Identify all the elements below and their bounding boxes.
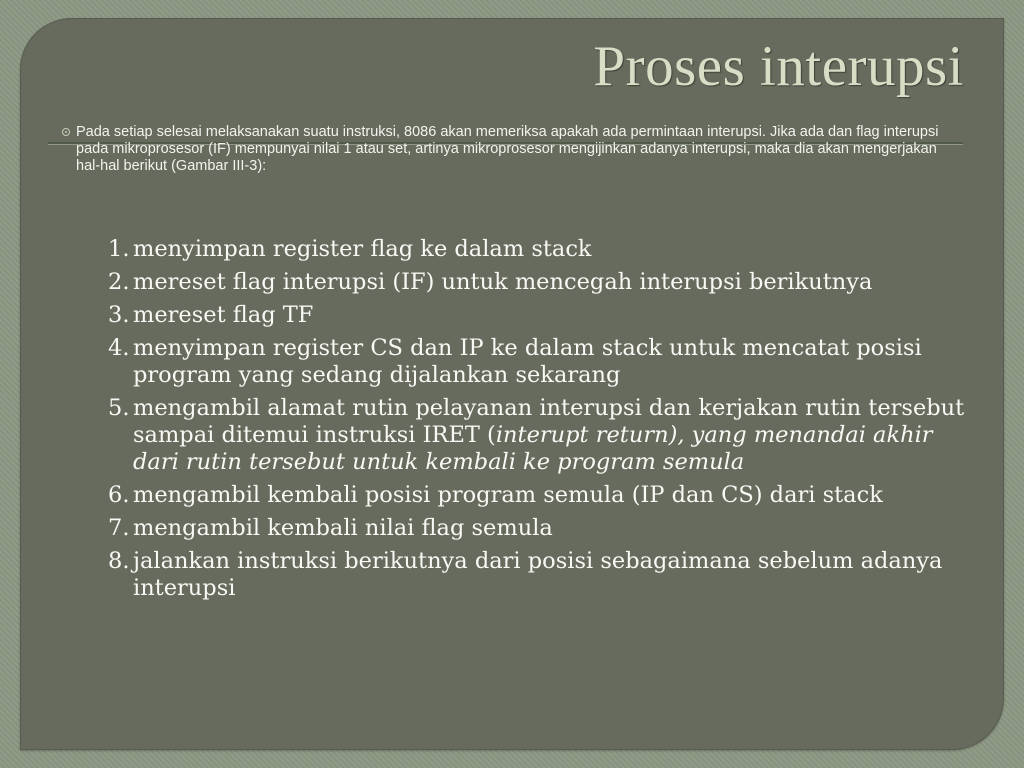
list-item [108,269,978,296]
step-number: 3. [108,302,130,328]
circle-dot-bullet-icon [62,128,70,136]
step-text: mereset flag TF [133,302,314,328]
step-text: menyimpan register CS dan IP ke dalam stack untuk mencatat posisi program yang sedang dijalankan sekarang [133,335,922,388]
list-item [108,395,978,476]
list-item [108,302,978,329]
step-number: 6. [108,482,130,508]
slide-title: Proses interupsi [593,35,964,98]
step-text-italic: interupt return), yang menandai akhir dari rutin tersebut untuk kembali ke program semula [133,422,933,475]
step-text: mengambil kembali nilai flag semula [133,515,553,541]
list-item [108,515,978,542]
list-item [108,236,978,263]
step-number: 5. [108,395,130,421]
step-text: menyimpan register flag ke dalam stack [133,236,592,262]
step-number: 8. [108,548,130,574]
step-text: jalankan instruksi berikutnya dari posisi sebagaimana sebelum adanya interupsi [133,548,943,601]
step-number: 2. [108,269,130,295]
step-text: mengambil kembali posisi program semula (IP dan CS) dari stack [133,482,883,508]
list-item [108,335,978,389]
step-text: mengambil alamat rutin pelayanan interupsi dan kerjakan rutin tersebut sampai ditemui instruksi IRET ( [133,395,965,448]
step-number: 7. [108,515,130,541]
steps-list [108,236,978,608]
step-number: 1. [108,236,130,262]
intro-paragraph: Pada setiap selesai melaksanakan suatu instruksi, 8086 akan memeriksa apakah ada permintaan interupsi. Jika ada dan flag interupsi pada mikroprosesor (IF) mempunyai nilai 1 atau set, artinya mikroprosesor mengijinkan adanya interupsi, maka dia akan mengerjakan hal-hal berikut (Gambar III-3): [76,124,939,174]
step-text: mereset flag interupsi (IF) untuk mencegah interupsi berikutnya [133,269,873,295]
step-number: 4. [108,335,130,361]
list-item [108,548,978,602]
list-item [108,482,978,509]
